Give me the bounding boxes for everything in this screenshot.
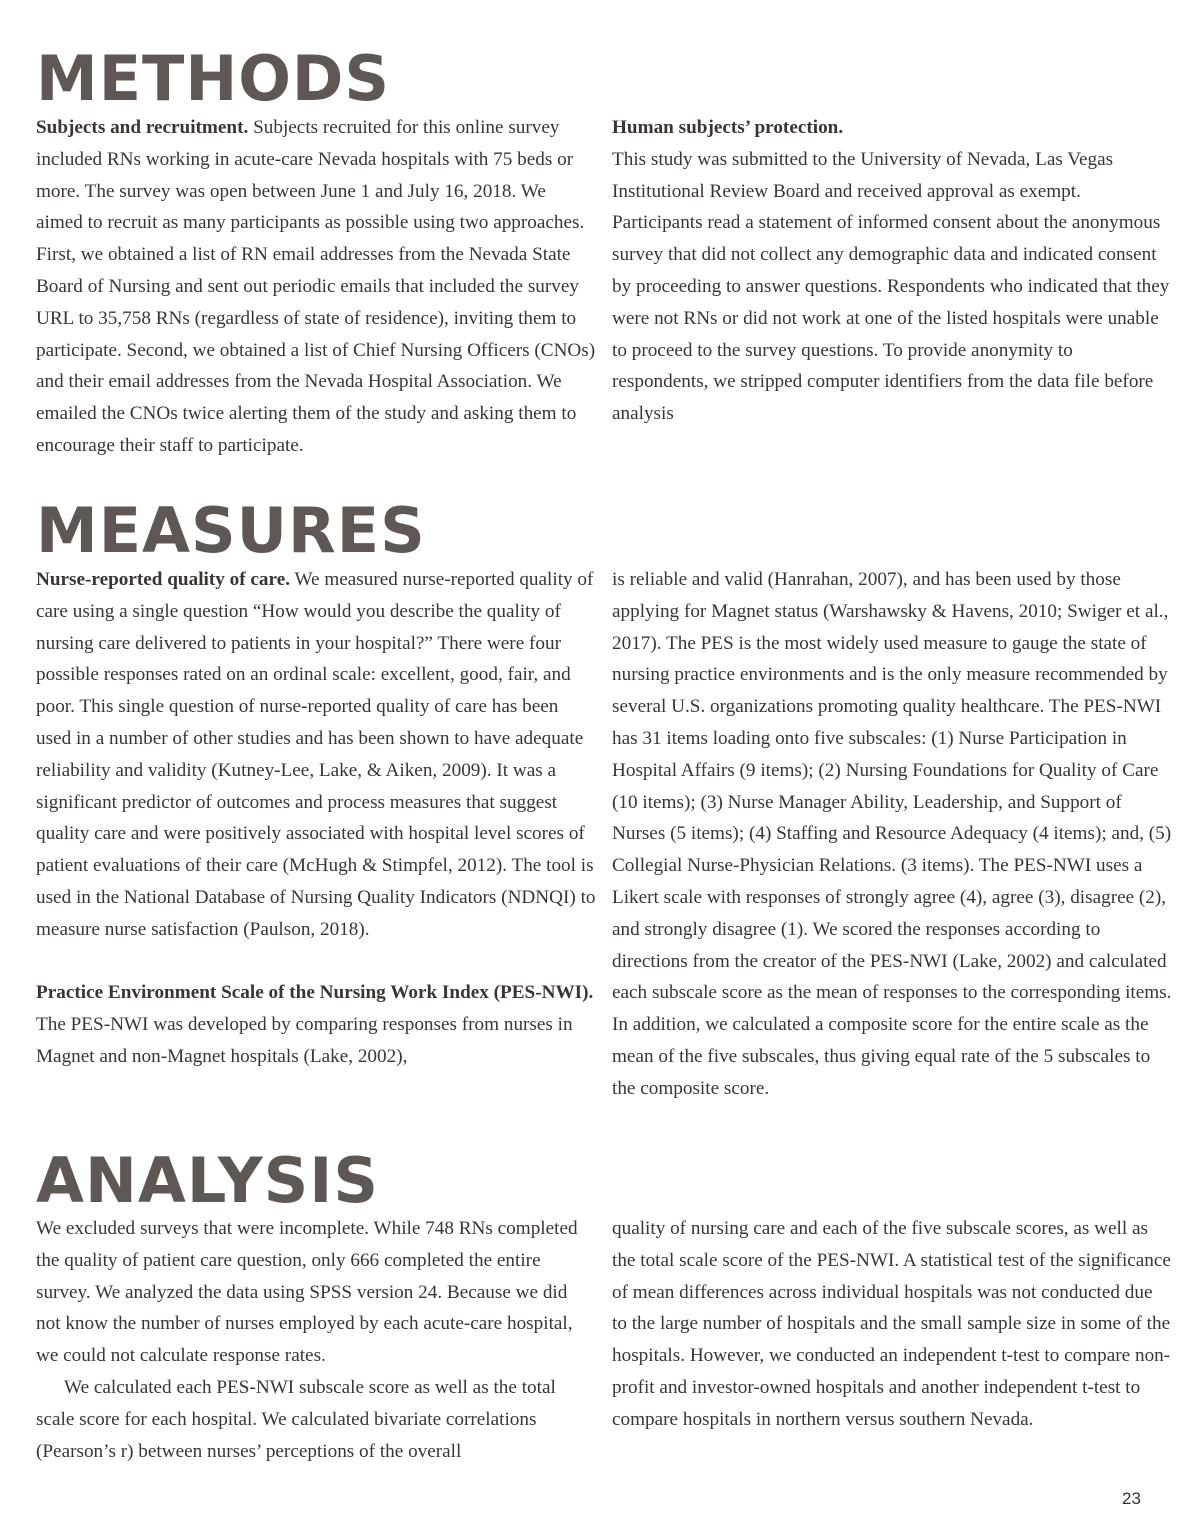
quality-title: Nurse-reported quality of care. bbox=[36, 569, 291, 590]
quality-text: We measured nurse-reported quality of care using a single question “How would you describe the quality of nursing care delivered to patients in your hospital?” There were four possible responses rated on an ordinal scale: excellent, good, fair, and poor. This single question of nurse-reported quality of care has been used in a number of other studies and has been shown to have adequate reliability and validity (Kutney-Lee, Lake, & Aiken, 2009). It was a significant predictor of outcomes and process measures that suggest quality care and were positively associated with hospital level scores of patient evaluations of their care (McHugh & Stimpfel, 2012). The tool is used in the National Database of Nursing Quality Indicators (NDNQI) to measure nurse satisfaction (Paulson, 2018). bbox=[36, 569, 596, 940]
methods-right-column bbox=[612, 112, 1172, 430]
analysis-right-text: quality of nursing care and each of the five subscale scores, as well as the total scale score of the PES-NWI. A statistical test of the significance of mean differences across individual hospitals was not conducted due to the large number of hospitals and the small sample size in some of the hospitals. However, we conducted an independent t-test to compare non-profit and investor-owned hospitals and another independent t-test to compare hospitals in northern versus southern Nevada. bbox=[612, 1218, 1171, 1430]
pes-title: Practice Environment Scale of the Nursing Work Index (PES-NWI). bbox=[36, 982, 594, 1004]
measures-right-column bbox=[612, 564, 1172, 1105]
analysis-right-column bbox=[612, 1213, 1172, 1436]
methods-left-column bbox=[36, 112, 596, 462]
protection-text: This study was submitted to the University of Nevada, Las Vegas Institutional Review Board and received approval as exempt. Participants read a statement of informed consent about the anonymous survey that did not collect any demographic data and indicated consent by proceeding to answer questions. Respondents who indicated that they were not RNs or did not work at one of the listed hospitals were unable to proceed to the survey questions. To provide anonymity to respondents, we stripped computer identifiers from the data file before analysis bbox=[612, 148, 1170, 425]
pes-text-right: is reliable and valid (Hanrahan, 2007), and has been used by those applying for Magnet status (Warshawsky & Havens, 2010; Swiger et al., 2017). The PES is the most widely used measure to gauge the state of nursing practice environments and is the only measure recommended by several U.S. organizations promoting quality healthcare. The PES-NWI has 31 items loading onto five subscales: (1) Nurse Participation in Hospital Affairs (9 items); (2) Nursing Foundations for Quality of Care (10 items); (3) Nurse Manager Ability, Leadership, and Support of Nurses (5 items); (4) Staffing and Resource Adequacy (4 items); and, (5) Collegial Nurse-Physician Relations. (3 items). The PES-NWI uses a Likert scale with responses of strongly agree (4), agree (3), disagree (2), and strongly disagree (1). We scored the responses according to directions from the creator of the PES-NWI (Lake, 2002) and calculated each subscale score as the mean of responses to the corresponding items. In addition, we calculated a composite score for the entire scale as the mean of the five subscales, thus giving equal rate of the 5 subscales to the composite score. bbox=[612, 569, 1172, 1099]
quality-paragraph bbox=[36, 564, 596, 946]
analysis-heading: ANALYSIS bbox=[36, 1144, 379, 1217]
subjects-paragraph bbox=[36, 112, 596, 462]
page-number: 23 bbox=[1122, 1489, 1141, 1508]
measures-heading: MEASURES bbox=[36, 494, 426, 567]
protection-title: Human subjects’ protection. bbox=[612, 117, 844, 138]
subjects-title: Subjects and recruitment. bbox=[36, 117, 249, 138]
subjects-text: Subjects recruited for this online survey included RNs working in acute-care Nevada hospitals with 75 beds or more. The survey was open between June 1 and July 16, 2018. We aimed to recruit as many participants as possible using two approaches. First, we obtained a list of RN email addresses from the Nevada State Board of Nursing and sent out periodic emails that included the survey URL to 35,758 RNs (regardless of state of residence), inviting them to participate. Second, we obtained a list of Chief Nursing Officers (CNOs) and their email addresses from the Nevada Hospital Association. We emailed the CNOs twice alerting them of the study and asking them to encourage their staff to participate. bbox=[36, 117, 596, 456]
measures-left-column bbox=[36, 564, 596, 1073]
pes-text-left: The PES-NWI was developed by comparing responses from nurses in Magnet and non-Magnet hospitals (Lake, 2002), bbox=[36, 1014, 573, 1067]
analysis-paragraph-1: We excluded surveys that were incomplete. While 748 RNs completed the quality of patient care question, only 666 completed the entire survey. We analyzed the data using SPSS version 24. Because we did not know the number of nurses employed by each acute-care hospital, we could not calculate response rates. bbox=[36, 1218, 578, 1367]
analysis-paragraph-2: We calculated each PES-NWI subscale score as well as the total scale score for each hospital. We calculated bivariate correlations (Pearson’s r) between nurses’ perceptions of the overall bbox=[36, 1376, 556, 1462]
methods-heading: METHODS bbox=[36, 42, 391, 115]
analysis-left-column bbox=[36, 1213, 596, 1467]
pes-paragraph bbox=[36, 977, 596, 1072]
